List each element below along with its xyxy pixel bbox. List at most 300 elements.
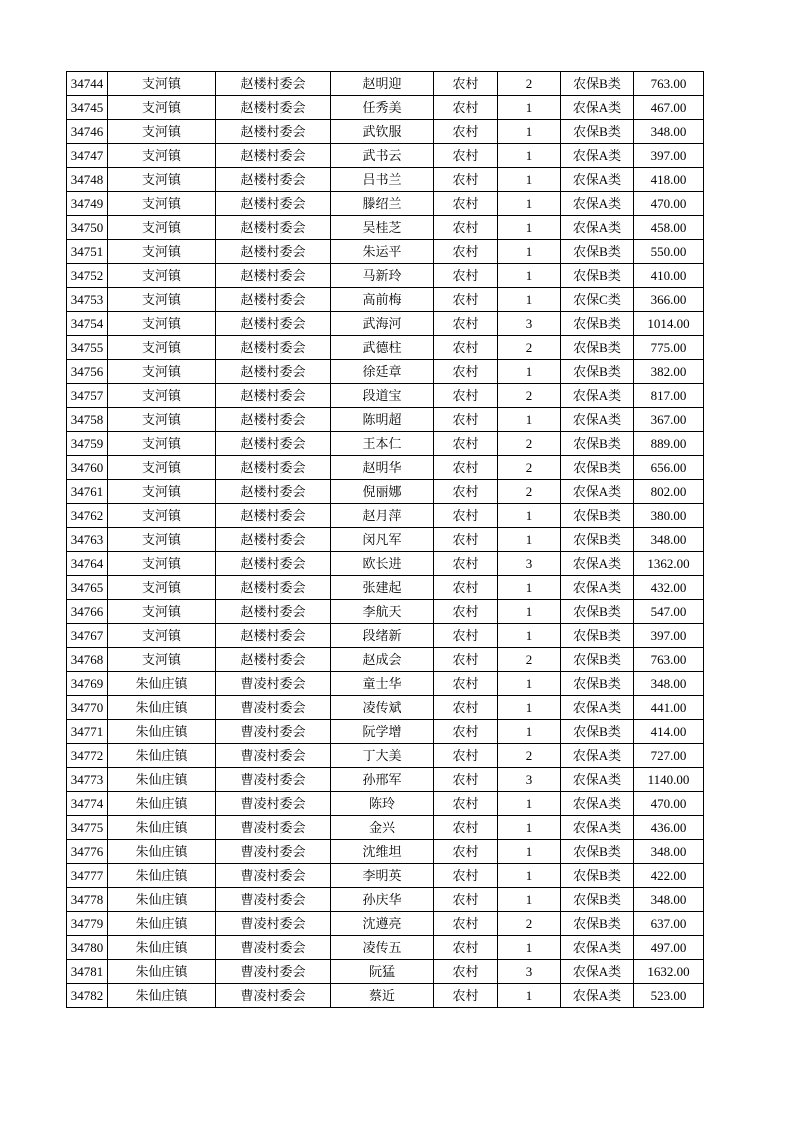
table-cell-category: 农村 xyxy=(434,864,498,888)
table-cell-town: 朱仙庄镇 xyxy=(108,816,216,840)
table-cell-town: 支河镇 xyxy=(108,144,216,168)
table-cell-person-name: 丁大美 xyxy=(331,744,434,768)
table-cell-person-count: 1 xyxy=(498,840,561,864)
table-cell-village-committee: 赵楼村委会 xyxy=(216,408,331,432)
table-cell-person-count: 1 xyxy=(498,984,561,1008)
table-cell-category: 农村 xyxy=(434,240,498,264)
table-cell-record-id: 34774 xyxy=(67,792,108,816)
table-cell-category: 农村 xyxy=(434,552,498,576)
table-cell-person-count: 3 xyxy=(498,768,561,792)
table-cell-amount: 436.00 xyxy=(634,816,704,840)
table-cell-amount: 348.00 xyxy=(634,840,704,864)
table-cell-person-name: 吴桂芝 xyxy=(331,216,434,240)
table-cell-town: 支河镇 xyxy=(108,528,216,552)
table-cell-person-count: 1 xyxy=(498,576,561,600)
table-row xyxy=(67,432,704,456)
table-cell-person-name: 王本仁 xyxy=(331,432,434,456)
table-cell-amount: 523.00 xyxy=(634,984,704,1008)
table-cell-town: 支河镇 xyxy=(108,120,216,144)
table-cell-record-id: 34779 xyxy=(67,912,108,936)
table-cell-category: 农村 xyxy=(434,696,498,720)
table-cell-category: 农村 xyxy=(434,768,498,792)
table-cell-amount: 1362.00 xyxy=(634,552,704,576)
table-cell-record-id: 34782 xyxy=(67,984,108,1008)
table-cell-village-committee: 赵楼村委会 xyxy=(216,552,331,576)
table-cell-amount: 348.00 xyxy=(634,120,704,144)
table-cell-person-count: 1 xyxy=(498,504,561,528)
table-cell-insurance-class: 农保B类 xyxy=(561,840,634,864)
table-cell-person-name: 阮学增 xyxy=(331,720,434,744)
table-row xyxy=(67,768,704,792)
table-cell-village-committee: 赵楼村委会 xyxy=(216,120,331,144)
table-row xyxy=(67,336,704,360)
table-cell-village-committee: 曹凌村委会 xyxy=(216,720,331,744)
table-cell-village-committee: 赵楼村委会 xyxy=(216,528,331,552)
table-cell-category: 农村 xyxy=(434,624,498,648)
table-cell-village-committee: 赵楼村委会 xyxy=(216,624,331,648)
table-cell-person-name: 武海河 xyxy=(331,312,434,336)
table-cell-village-committee: 赵楼村委会 xyxy=(216,600,331,624)
table-cell-amount: 775.00 xyxy=(634,336,704,360)
table-cell-person-name: 段道宝 xyxy=(331,384,434,408)
table-cell-town: 支河镇 xyxy=(108,336,216,360)
table-cell-amount: 637.00 xyxy=(634,912,704,936)
table-cell-amount: 470.00 xyxy=(634,792,704,816)
table-cell-insurance-class: 农保B类 xyxy=(561,264,634,288)
table-cell-person-name: 赵成会 xyxy=(331,648,434,672)
table-cell-insurance-class: 农保B类 xyxy=(561,600,634,624)
table-cell-category: 农村 xyxy=(434,408,498,432)
table-cell-village-committee: 曹凌村委会 xyxy=(216,696,331,720)
table-cell-record-id: 34762 xyxy=(67,504,108,528)
table-cell-person-count: 3 xyxy=(498,552,561,576)
table-cell-record-id: 34781 xyxy=(67,960,108,984)
table-cell-person-name: 沈遵亮 xyxy=(331,912,434,936)
table-cell-category: 农村 xyxy=(434,840,498,864)
table-row xyxy=(67,312,704,336)
table-cell-insurance-class: 农保B类 xyxy=(561,72,634,96)
table-cell-person-name: 赵明华 xyxy=(331,456,434,480)
table-cell-record-id: 34744 xyxy=(67,72,108,96)
table-cell-person-name: 陈明超 xyxy=(331,408,434,432)
table-cell-category: 农村 xyxy=(434,576,498,600)
table-cell-person-count: 1 xyxy=(498,360,561,384)
table-cell-person-count: 1 xyxy=(498,288,561,312)
table-cell-insurance-class: 农保A类 xyxy=(561,480,634,504)
table-cell-amount: 441.00 xyxy=(634,696,704,720)
table-cell-category: 农村 xyxy=(434,816,498,840)
table-cell-insurance-class: 农保B类 xyxy=(561,912,634,936)
table-cell-village-committee: 曹凌村委会 xyxy=(216,888,331,912)
table-cell-person-count: 1 xyxy=(498,120,561,144)
table-cell-person-name: 孙庆华 xyxy=(331,888,434,912)
table-row xyxy=(67,744,704,768)
table-cell-insurance-class: 农保A类 xyxy=(561,960,634,984)
table-row xyxy=(67,888,704,912)
table-cell-record-id: 34759 xyxy=(67,432,108,456)
table-cell-category: 农村 xyxy=(434,264,498,288)
table-cell-person-name: 孙邢军 xyxy=(331,768,434,792)
table-cell-amount: 467.00 xyxy=(634,96,704,120)
table-cell-record-id: 34764 xyxy=(67,552,108,576)
table-cell-town: 支河镇 xyxy=(108,624,216,648)
table-cell-person-count: 1 xyxy=(498,864,561,888)
table-cell-person-name: 闵凡军 xyxy=(331,528,434,552)
table-cell-village-committee: 赵楼村委会 xyxy=(216,144,331,168)
table-row xyxy=(67,72,704,96)
table-cell-village-committee: 赵楼村委会 xyxy=(216,288,331,312)
table-cell-category: 农村 xyxy=(434,96,498,120)
table-row xyxy=(67,864,704,888)
table-cell-amount: 410.00 xyxy=(634,264,704,288)
table-cell-person-name: 段绪新 xyxy=(331,624,434,648)
table-cell-person-name: 张建起 xyxy=(331,576,434,600)
table-cell-village-committee: 赵楼村委会 xyxy=(216,192,331,216)
table-cell-amount: 397.00 xyxy=(634,144,704,168)
table-cell-amount: 366.00 xyxy=(634,288,704,312)
table-cell-town: 支河镇 xyxy=(108,264,216,288)
table-cell-town: 朱仙庄镇 xyxy=(108,864,216,888)
table-row xyxy=(67,144,704,168)
table-cell-town: 朱仙庄镇 xyxy=(108,696,216,720)
table-row xyxy=(67,120,704,144)
table-cell-person-name: 赵月萍 xyxy=(331,504,434,528)
table-row xyxy=(67,792,704,816)
table-cell-insurance-class: 农保B类 xyxy=(561,648,634,672)
table-cell-person-count: 1 xyxy=(498,888,561,912)
table-row xyxy=(67,720,704,744)
table-row xyxy=(67,600,704,624)
table-row xyxy=(67,384,704,408)
table-cell-town: 朱仙庄镇 xyxy=(108,888,216,912)
table-row xyxy=(67,192,704,216)
table-cell-insurance-class: 农保A类 xyxy=(561,168,634,192)
table-cell-town: 朱仙庄镇 xyxy=(108,792,216,816)
table-cell-record-id: 34772 xyxy=(67,744,108,768)
table-cell-person-name: 高前梅 xyxy=(331,288,434,312)
table-cell-insurance-class: 农保B类 xyxy=(561,336,634,360)
table-cell-town: 支河镇 xyxy=(108,432,216,456)
table-cell-category: 农村 xyxy=(434,192,498,216)
table-cell-person-count: 3 xyxy=(498,312,561,336)
table-row xyxy=(67,912,704,936)
table-cell-insurance-class: 农保B类 xyxy=(561,360,634,384)
table-cell-person-name: 沈维坦 xyxy=(331,840,434,864)
table-cell-village-committee: 曹凌村委会 xyxy=(216,984,331,1008)
table-cell-village-committee: 曹凌村委会 xyxy=(216,672,331,696)
table-row xyxy=(67,288,704,312)
table-cell-amount: 382.00 xyxy=(634,360,704,384)
table-cell-category: 农村 xyxy=(434,744,498,768)
table-cell-category: 农村 xyxy=(434,480,498,504)
table-cell-record-id: 34780 xyxy=(67,936,108,960)
table-cell-town: 支河镇 xyxy=(108,576,216,600)
table-cell-person-count: 1 xyxy=(498,600,561,624)
table-cell-record-id: 34754 xyxy=(67,312,108,336)
table-cell-person-name: 蔡近 xyxy=(331,984,434,1008)
table-cell-village-committee: 赵楼村委会 xyxy=(216,504,331,528)
table-cell-category: 农村 xyxy=(434,720,498,744)
table-cell-insurance-class: 农保A类 xyxy=(561,192,634,216)
table-cell-village-committee: 赵楼村委会 xyxy=(216,648,331,672)
table-cell-village-committee: 赵楼村委会 xyxy=(216,336,331,360)
table-cell-category: 农村 xyxy=(434,960,498,984)
table-cell-village-committee: 赵楼村委会 xyxy=(216,168,331,192)
table-cell-record-id: 34757 xyxy=(67,384,108,408)
table-cell-village-committee: 赵楼村委会 xyxy=(216,240,331,264)
table-cell-town: 支河镇 xyxy=(108,72,216,96)
table-cell-category: 农村 xyxy=(434,792,498,816)
table-cell-category: 农村 xyxy=(434,72,498,96)
table-cell-category: 农村 xyxy=(434,336,498,360)
table-cell-person-count: 2 xyxy=(498,432,561,456)
table-cell-insurance-class: 农保B类 xyxy=(561,456,634,480)
table-cell-insurance-class: 农保B类 xyxy=(561,864,634,888)
table-cell-record-id: 34766 xyxy=(67,600,108,624)
table-cell-village-committee: 曹凌村委会 xyxy=(216,912,331,936)
table-cell-record-id: 34756 xyxy=(67,360,108,384)
table-cell-record-id: 34760 xyxy=(67,456,108,480)
table-cell-record-id: 34750 xyxy=(67,216,108,240)
table-cell-insurance-class: 农保B类 xyxy=(561,672,634,696)
table-row xyxy=(67,984,704,1008)
table-cell-town: 支河镇 xyxy=(108,480,216,504)
table-row xyxy=(67,624,704,648)
table-cell-town: 朱仙庄镇 xyxy=(108,912,216,936)
table-cell-amount: 422.00 xyxy=(634,864,704,888)
table-cell-record-id: 34776 xyxy=(67,840,108,864)
table-cell-insurance-class: 农保A类 xyxy=(561,552,634,576)
table-cell-person-count: 2 xyxy=(498,384,561,408)
table-cell-person-count: 1 xyxy=(498,408,561,432)
table-row xyxy=(67,936,704,960)
table-cell-town: 朱仙庄镇 xyxy=(108,768,216,792)
table-cell-insurance-class: 农保A类 xyxy=(561,96,634,120)
table-cell-category: 农村 xyxy=(434,288,498,312)
table-cell-record-id: 34778 xyxy=(67,888,108,912)
table-cell-record-id: 34775 xyxy=(67,816,108,840)
table-cell-amount: 348.00 xyxy=(634,672,704,696)
table-cell-town: 朱仙庄镇 xyxy=(108,744,216,768)
table-cell-insurance-class: 农保A类 xyxy=(561,816,634,840)
table-cell-town: 朱仙庄镇 xyxy=(108,936,216,960)
table-cell-town: 支河镇 xyxy=(108,648,216,672)
table-cell-amount: 656.00 xyxy=(634,456,704,480)
table-cell-person-count: 1 xyxy=(498,528,561,552)
table-cell-category: 农村 xyxy=(434,168,498,192)
table-cell-person-count: 2 xyxy=(498,72,561,96)
table-row xyxy=(67,840,704,864)
table-cell-person-name: 李明英 xyxy=(331,864,434,888)
table-cell-person-name: 滕绍兰 xyxy=(331,192,434,216)
table-cell-insurance-class: 农保A类 xyxy=(561,792,634,816)
table-cell-record-id: 34752 xyxy=(67,264,108,288)
table-cell-record-id: 34748 xyxy=(67,168,108,192)
table-row xyxy=(67,480,704,504)
table-cell-category: 农村 xyxy=(434,672,498,696)
table-cell-person-count: 1 xyxy=(498,624,561,648)
table-cell-village-committee: 赵楼村委会 xyxy=(216,216,331,240)
table-cell-person-name: 马新玲 xyxy=(331,264,434,288)
table-cell-amount: 367.00 xyxy=(634,408,704,432)
table-cell-person-count: 2 xyxy=(498,648,561,672)
table-cell-category: 农村 xyxy=(434,504,498,528)
table-cell-record-id: 34777 xyxy=(67,864,108,888)
table-cell-village-committee: 曹凌村委会 xyxy=(216,864,331,888)
table-cell-amount: 763.00 xyxy=(634,648,704,672)
table-cell-record-id: 34755 xyxy=(67,336,108,360)
table-cell-town: 支河镇 xyxy=(108,288,216,312)
table-cell-category: 农村 xyxy=(434,888,498,912)
table-cell-person-name: 欧长进 xyxy=(331,552,434,576)
table-cell-insurance-class: 农保A类 xyxy=(561,696,634,720)
table-cell-person-count: 3 xyxy=(498,960,561,984)
table-cell-insurance-class: 农保A类 xyxy=(561,936,634,960)
table-cell-town: 朱仙庄镇 xyxy=(108,720,216,744)
table-cell-category: 农村 xyxy=(434,360,498,384)
table-cell-person-count: 1 xyxy=(498,696,561,720)
table-row xyxy=(67,456,704,480)
table-cell-category: 农村 xyxy=(434,936,498,960)
table-cell-village-committee: 曹凌村委会 xyxy=(216,840,331,864)
table-cell-amount: 418.00 xyxy=(634,168,704,192)
table-cell-category: 农村 xyxy=(434,432,498,456)
table-cell-insurance-class: 农保A类 xyxy=(561,744,634,768)
table-cell-person-count: 1 xyxy=(498,792,561,816)
table-cell-record-id: 34746 xyxy=(67,120,108,144)
table-cell-category: 农村 xyxy=(434,984,498,1008)
table-row xyxy=(67,216,704,240)
table-cell-village-committee: 赵楼村委会 xyxy=(216,384,331,408)
table-cell-amount: 380.00 xyxy=(634,504,704,528)
table-row xyxy=(67,408,704,432)
table-cell-insurance-class: 农保B类 xyxy=(561,720,634,744)
table-cell-village-committee: 赵楼村委会 xyxy=(216,432,331,456)
table-row xyxy=(67,528,704,552)
table-row xyxy=(67,672,704,696)
table-cell-town: 朱仙庄镇 xyxy=(108,840,216,864)
table-cell-town: 朱仙庄镇 xyxy=(108,960,216,984)
table-row xyxy=(67,360,704,384)
table-row xyxy=(67,264,704,288)
table-cell-town: 朱仙庄镇 xyxy=(108,672,216,696)
table-cell-record-id: 34758 xyxy=(67,408,108,432)
table-cell-amount: 497.00 xyxy=(634,936,704,960)
table-cell-person-name: 陈玲 xyxy=(331,792,434,816)
table-cell-record-id: 34769 xyxy=(67,672,108,696)
table-row xyxy=(67,648,704,672)
table-cell-insurance-class: 农保B类 xyxy=(561,504,634,528)
table-cell-village-committee: 赵楼村委会 xyxy=(216,360,331,384)
table-cell-village-committee: 曹凌村委会 xyxy=(216,744,331,768)
table-cell-insurance-class: 农保A类 xyxy=(561,408,634,432)
table-cell-amount: 1632.00 xyxy=(634,960,704,984)
table-cell-person-name: 任秀美 xyxy=(331,96,434,120)
table-cell-category: 农村 xyxy=(434,912,498,936)
table-cell-insurance-class: 农保A类 xyxy=(561,576,634,600)
table-cell-category: 农村 xyxy=(434,120,498,144)
table-cell-insurance-class: 农保A类 xyxy=(561,768,634,792)
table-cell-insurance-class: 农保B类 xyxy=(561,432,634,456)
table-cell-amount: 470.00 xyxy=(634,192,704,216)
table-cell-village-committee: 曹凌村委会 xyxy=(216,768,331,792)
table-cell-person-count: 1 xyxy=(498,144,561,168)
table-row xyxy=(67,240,704,264)
table-cell-category: 农村 xyxy=(434,528,498,552)
table-cell-record-id: 34747 xyxy=(67,144,108,168)
table-cell-person-count: 1 xyxy=(498,96,561,120)
table-cell-insurance-class: 农保C类 xyxy=(561,288,634,312)
table-cell-category: 农村 xyxy=(434,600,498,624)
table-cell-person-name: 凌传五 xyxy=(331,936,434,960)
table-cell-village-committee: 赵楼村委会 xyxy=(216,264,331,288)
table-cell-insurance-class: 农保B类 xyxy=(561,888,634,912)
table-cell-record-id: 34771 xyxy=(67,720,108,744)
table-cell-town: 支河镇 xyxy=(108,312,216,336)
table-row xyxy=(67,960,704,984)
table-cell-person-count: 1 xyxy=(498,720,561,744)
table-cell-person-name: 徐廷章 xyxy=(331,360,434,384)
table-cell-insurance-class: 农保A类 xyxy=(561,144,634,168)
table-cell-insurance-class: 农保B类 xyxy=(561,312,634,336)
table-cell-town: 支河镇 xyxy=(108,456,216,480)
table-cell-amount: 802.00 xyxy=(634,480,704,504)
table-cell-insurance-class: 农保B类 xyxy=(561,240,634,264)
table-cell-village-committee: 赵楼村委会 xyxy=(216,72,331,96)
table-cell-person-name: 金兴 xyxy=(331,816,434,840)
table-cell-record-id: 34745 xyxy=(67,96,108,120)
table-cell-record-id: 34751 xyxy=(67,240,108,264)
table-cell-person-name: 童士华 xyxy=(331,672,434,696)
table-cell-person-name: 凌传斌 xyxy=(331,696,434,720)
table-cell-person-name: 倪丽娜 xyxy=(331,480,434,504)
table-cell-person-count: 2 xyxy=(498,456,561,480)
table-cell-village-committee: 赵楼村委会 xyxy=(216,96,331,120)
table-cell-person-count: 1 xyxy=(498,216,561,240)
records-table xyxy=(66,71,704,1008)
table-cell-person-count: 1 xyxy=(498,264,561,288)
table-cell-record-id: 34753 xyxy=(67,288,108,312)
table-cell-category: 农村 xyxy=(434,144,498,168)
table-cell-person-name: 武钦服 xyxy=(331,120,434,144)
table-cell-insurance-class: 农保B类 xyxy=(561,528,634,552)
table-cell-amount: 348.00 xyxy=(634,888,704,912)
table-cell-insurance-class: 农保B类 xyxy=(561,624,634,648)
table-cell-amount: 458.00 xyxy=(634,216,704,240)
table-cell-record-id: 34749 xyxy=(67,192,108,216)
table-cell-person-count: 1 xyxy=(498,936,561,960)
table-cell-record-id: 34770 xyxy=(67,696,108,720)
table-cell-insurance-class: 农保A类 xyxy=(561,384,634,408)
table-cell-category: 农村 xyxy=(434,456,498,480)
table-cell-person-count: 2 xyxy=(498,912,561,936)
table-cell-category: 农村 xyxy=(434,312,498,336)
table-cell-category: 农村 xyxy=(434,384,498,408)
table-cell-person-count: 1 xyxy=(498,168,561,192)
table-cell-town: 支河镇 xyxy=(108,216,216,240)
table-cell-record-id: 34768 xyxy=(67,648,108,672)
table-cell-amount: 889.00 xyxy=(634,432,704,456)
table-cell-village-committee: 赵楼村委会 xyxy=(216,576,331,600)
table-cell-village-committee: 赵楼村委会 xyxy=(216,312,331,336)
table-row xyxy=(67,576,704,600)
table-cell-person-name: 朱运平 xyxy=(331,240,434,264)
table-cell-person-name: 武书云 xyxy=(331,144,434,168)
table-cell-town: 支河镇 xyxy=(108,168,216,192)
table-cell-town: 支河镇 xyxy=(108,504,216,528)
table-row xyxy=(67,504,704,528)
table-cell-town: 支河镇 xyxy=(108,600,216,624)
